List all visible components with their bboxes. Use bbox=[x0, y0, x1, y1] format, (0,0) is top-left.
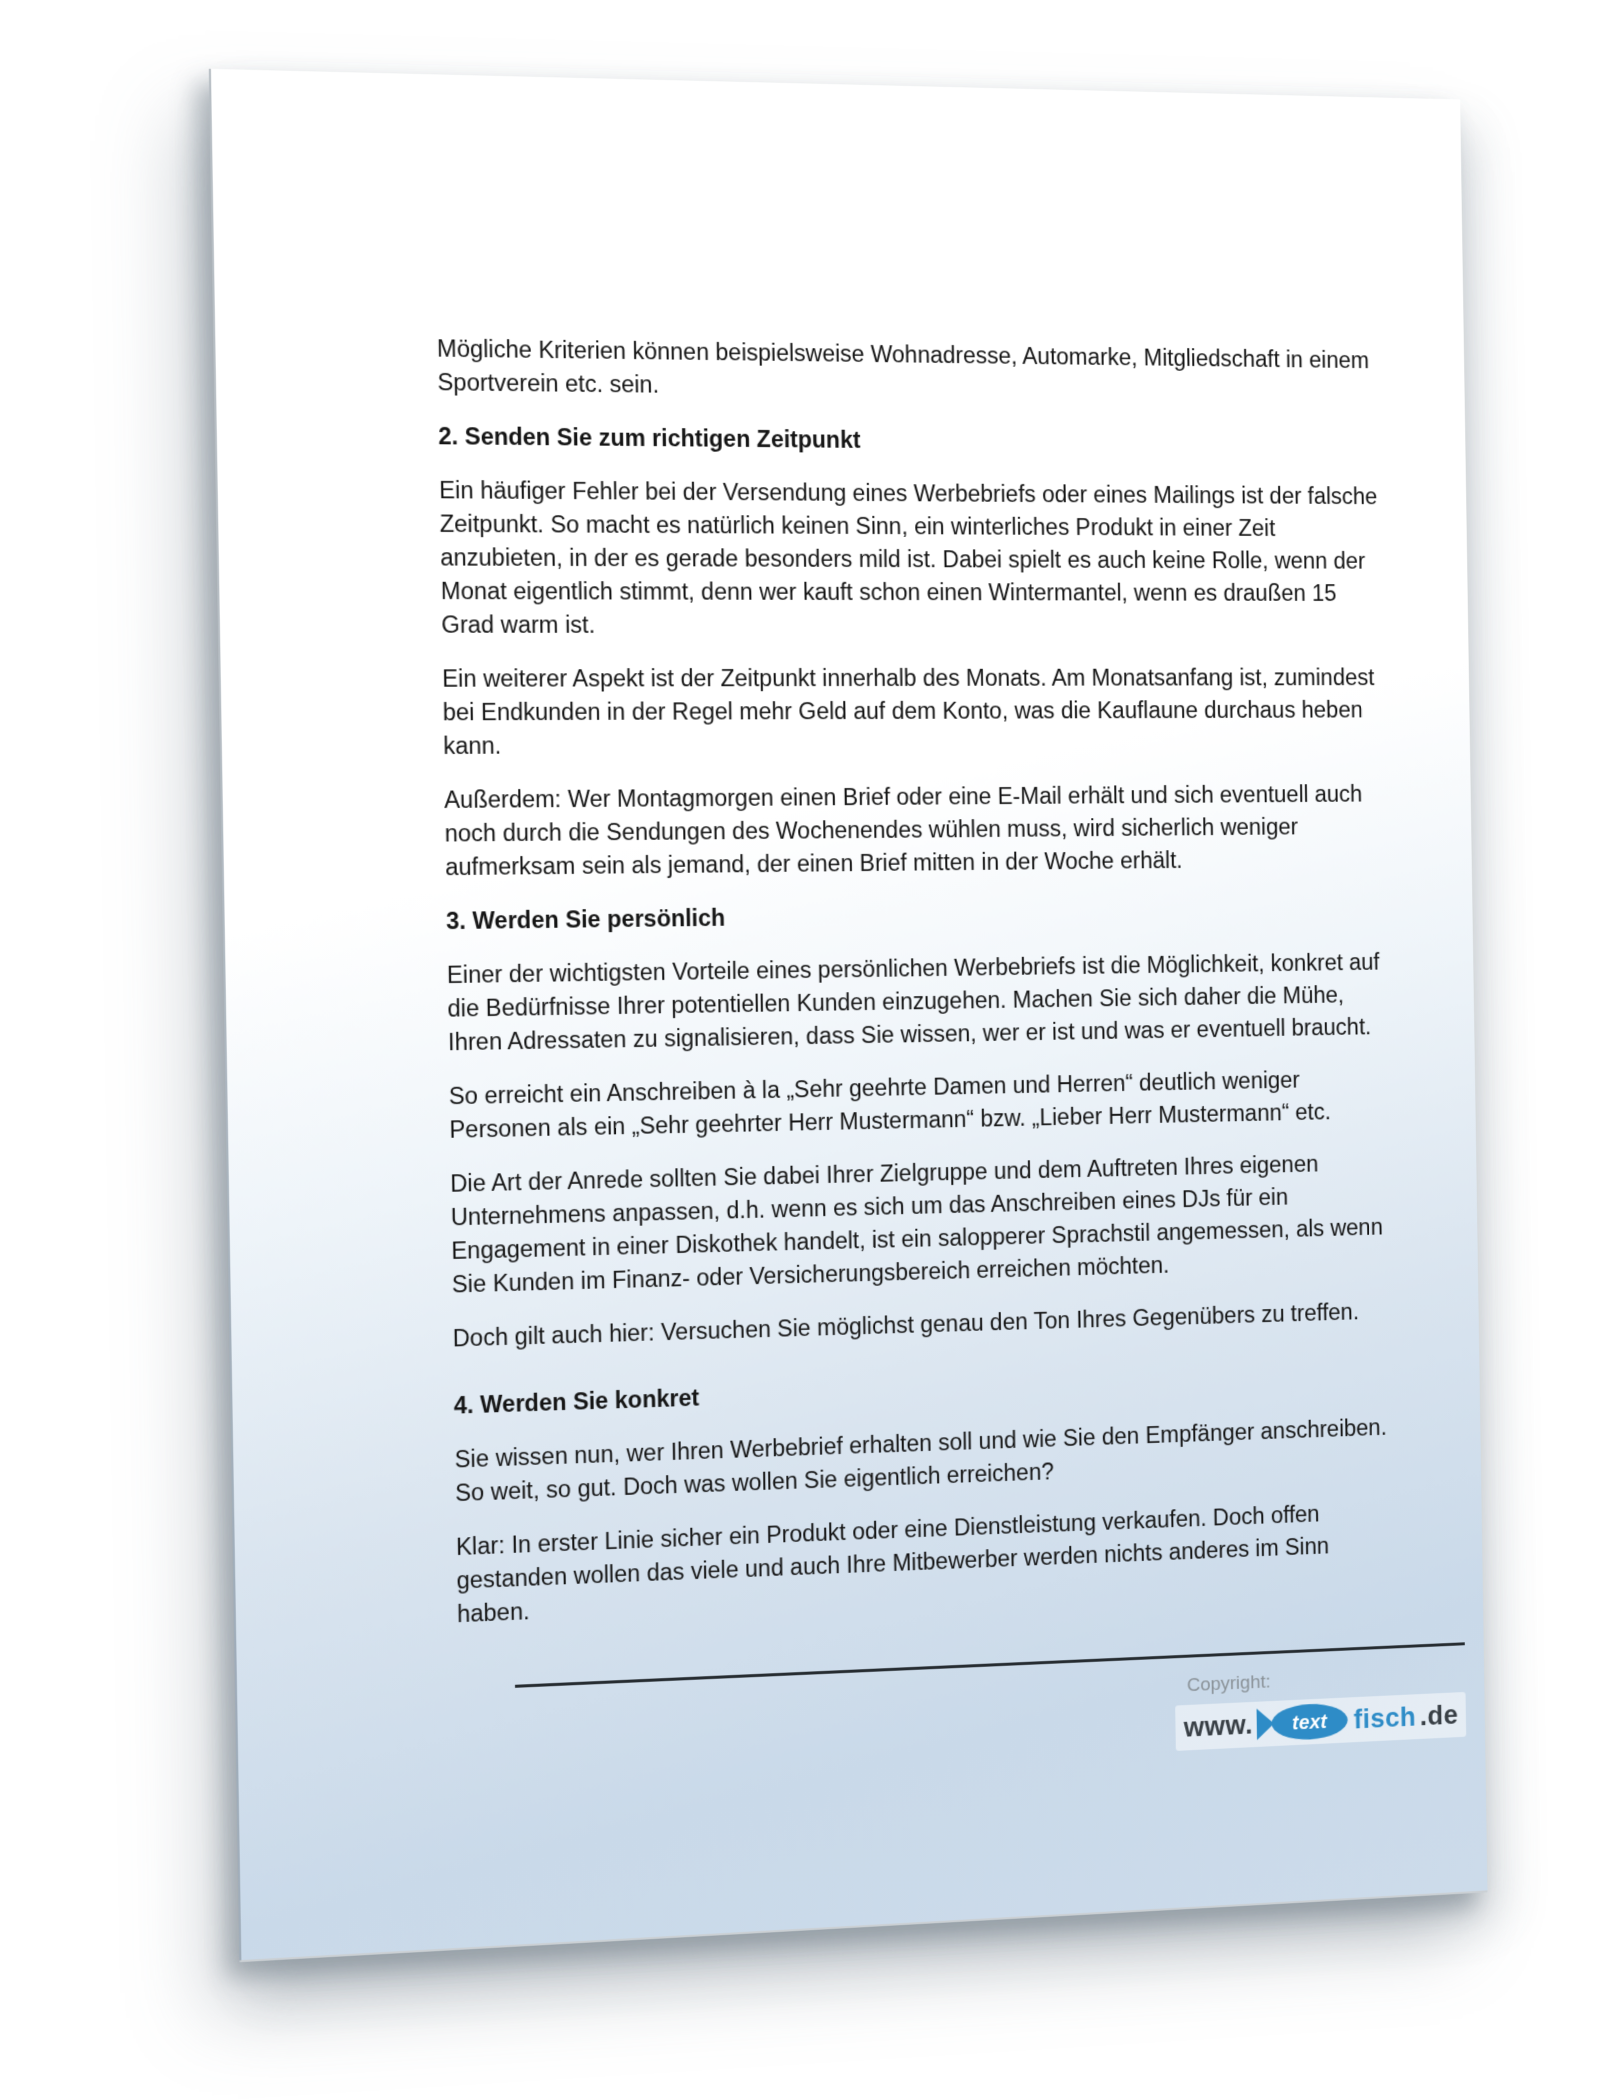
paragraph: Ein weiterer Aspekt ist der Zeitpunkt innerhalb des Monats. Am Monatsanfang ist, zumindest bei Endkunden in der Regel mehr Geld auf dem Konto, was die Kauflaune durchaus heben kann. bbox=[441, 664, 1375, 760]
paragraph: Mögliche Kriterien können beispielsweise Wohnadresse, Automarke, Mitgliedschaft in einem Sportverein etc. sein. bbox=[436, 335, 1370, 398]
paragraph: Außerdem: Wer Montagmorgen einen Brief oder eine E-Mail erhält und sich eventuell auch noch durch die Sendungen des Wochenendes wühlen muss, wird sicherlich weniger aufmerksam sein als jemand, der einen Brief mitten in der Woche erhält. bbox=[443, 780, 1363, 881]
brand-block bbox=[1175, 1657, 1466, 1751]
paragraph: Klar: In erster Linie sicher ein Produkt oder eine Dienstleistung verkaufen. Doch offen gestanden wollen das viele und auch Ihre Mitbewerber werden nichts anderes im Sinn haben. bbox=[455, 1500, 1330, 1628]
paragraph: Doch gilt auch hier: Versuchen Sie möglichst genau den Ton Ihres Gegenübers zu treffen. bbox=[452, 1298, 1360, 1352]
section-heading-4: 4. Werden Sie konkret bbox=[453, 1384, 700, 1419]
document-page bbox=[209, 69, 1488, 1962]
page-footer bbox=[458, 1645, 1459, 1786]
logo-tld-text: .de bbox=[1419, 1699, 1459, 1731]
logo-fisch-text: fisch bbox=[1353, 1701, 1417, 1734]
paragraph: Ein häufiger Fehler bei der Versendung eines Werbebriefs oder eines Mailings ist der falsche Zeitpunkt. So macht es natürlich keinen Sinn, ein winterliches Produkt in einer Zeit anzubieten, in der es gerade besonders mild ist. Dabei spielt es auch keine Rolle, wenn der Monat eigentlich stimmt, denn wer kauft schon einen Wintermantel, wenn es draußen 15 Grad warm ist. bbox=[438, 476, 1378, 638]
textfisch-logo bbox=[1176, 1692, 1467, 1751]
document-content bbox=[211, 69, 1488, 1960]
paragraph: Sie wissen nun, wer Ihren Werbebrief erhalten soll und wie Sie den Empfänger anschreiben. So weit, so gut. Doch was wollen Sie eigentlich erreichen? bbox=[454, 1414, 1387, 1507]
fish-label: text bbox=[1291, 1711, 1328, 1735]
paragraph: Einer der wichtigsten Vorteile eines persönlichen Werbebriefs ist die Möglichkeit, konkret auf die Bedürfnisse Ihrer potentiellen Kunden einzugehen. Machen Sie sich daher die Mühe, Ihren Adressaten zu signalisieren, dass Sie wissen, wer er ist und was er eventuell braucht. bbox=[446, 949, 1380, 1056]
fish-icon bbox=[1256, 1700, 1349, 1744]
section-heading-2: 2. Senden Sie zum richtigen Zeitpunkt bbox=[438, 422, 861, 453]
paragraph: So erreicht ein Anschreiben à la „Sehr geehrte Damen und Herren“ deutlich weniger Personen als ein „Sehr geehrter Herr Mustermann“ bzw. „Lieber Herr Mustermann“ etc. bbox=[448, 1066, 1332, 1143]
paragraph: Die Art der Anrede sollten Sie dabei Ihrer Zielgruppe und dem Auftreten Ihres eigenen Unternehmens anpassen, d.h. wenn es sich um das Anschreiben eines DJs für ein Engagement in einer Diskothek handelt, ist ein salopperer Sprachstil angemessen, als wenn Sie Kunden im Finanz- oder Versicherungsbereich erreichen möchten. bbox=[450, 1150, 1384, 1298]
section-heading-3: 3. Werden Sie persönlich bbox=[445, 904, 726, 935]
copyright-label: Copyright: bbox=[1186, 1671, 1271, 1697]
logo-www-text: www. bbox=[1183, 1709, 1254, 1743]
